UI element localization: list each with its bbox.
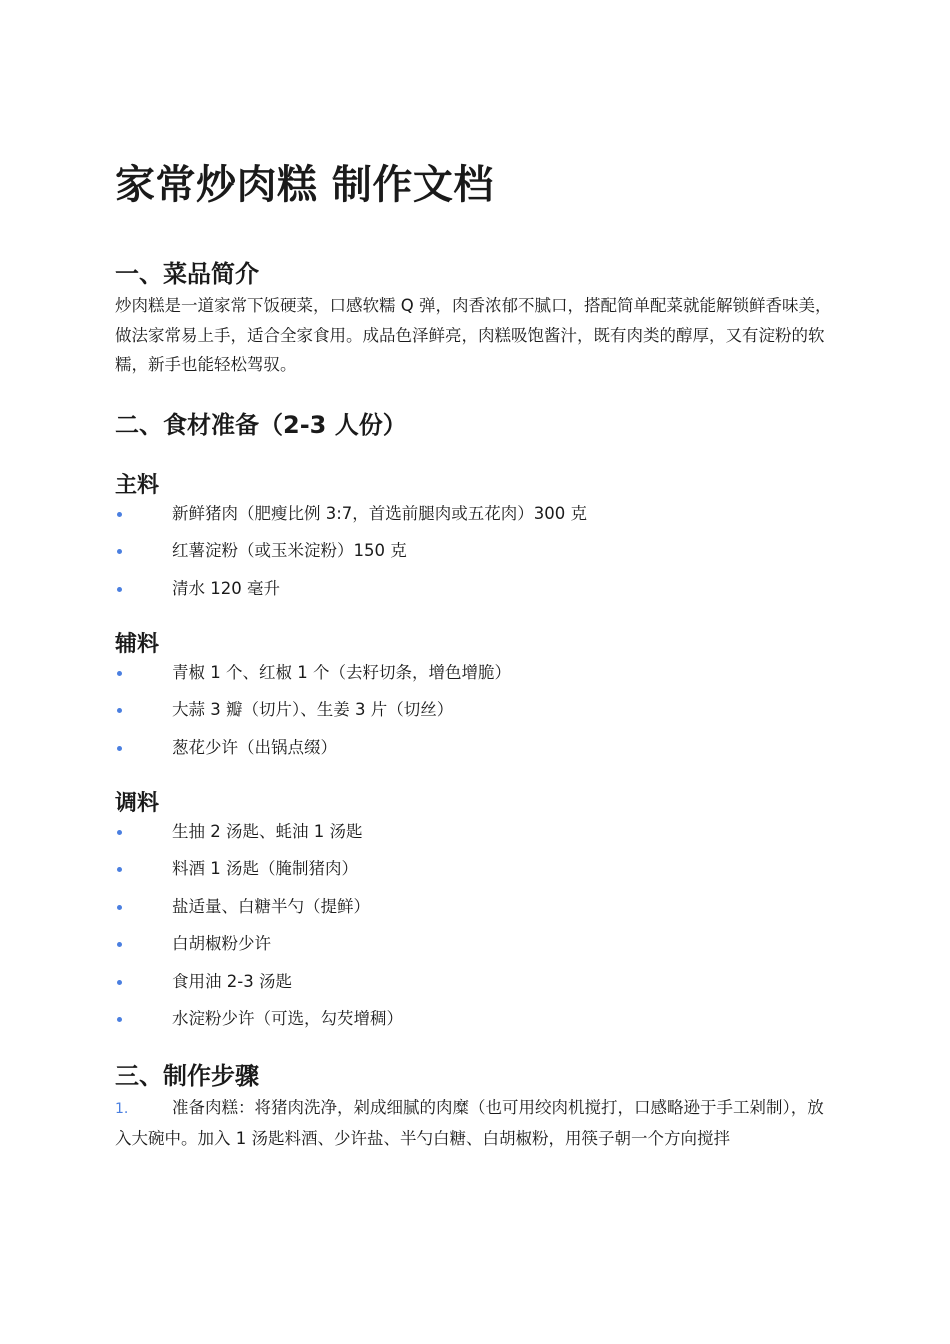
document-content	[115, 155, 837, 1153]
subsection-aux-heading: 辅料	[115, 631, 160, 657]
list-item-text: 生抽 2 汤匙、蚝油 1 汤匙	[172, 821, 363, 841]
step-item	[115, 1093, 837, 1153]
subsection-main-heading: 主料	[115, 472, 160, 498]
list-item	[115, 820, 837, 844]
aux-ingredients-list	[115, 661, 837, 760]
section-intro-heading: 一、菜品简介	[115, 260, 259, 288]
list-item-text: 红薯淀粉（或玉米淀粉）150 克	[172, 541, 407, 560]
seasoning-list	[115, 820, 837, 1032]
bullet-icon	[117, 942, 122, 947]
step-number: 1.	[115, 1101, 129, 1117]
bullet-icon	[117, 980, 122, 985]
bullet-icon	[117, 671, 122, 676]
list-item	[115, 502, 837, 526]
bullet-icon	[117, 905, 122, 910]
bullet-icon	[117, 512, 122, 517]
list-item-text: 清水 120 毫升	[172, 578, 280, 598]
document-title: 家常炒肉糕 制作文档	[115, 162, 494, 208]
list-item	[115, 932, 837, 956]
list-item	[115, 577, 837, 601]
section-steps-heading: 三、制作步骤	[115, 1062, 259, 1090]
list-item-text: 新鲜猪肉（肥瘦比例 3:7，首选前腿肉或五花肉）300 克	[172, 503, 588, 523]
subsection-seasoning-heading: 调料	[115, 790, 160, 816]
list-item	[115, 698, 837, 722]
list-item	[115, 736, 837, 760]
list-item-text: 大蒜 3 瓣（切片）、生姜 3 片（切丝）	[172, 700, 454, 719]
step-text: 准备肉糕：将猪肉洗净，剁成细腻的肉糜（也可用绞肉机搅打，口感略逊于手工剁制），放入大碗中。加入 1 汤匙料酒、少许盐、半勺白糖、白胡椒粉，用筷子朝一个方向搅拌	[115, 1098, 824, 1148]
steps-list	[115, 1093, 837, 1153]
list-item-text: 食用油 2-3 汤匙	[172, 971, 292, 991]
list-item	[115, 895, 837, 919]
section-ingredients-heading: 二、食材准备（2-3 人份）	[115, 410, 407, 439]
list-item	[115, 970, 837, 994]
list-item-text: 料酒 1 汤匙（腌制猪肉）	[172, 859, 358, 878]
bullet-icon	[117, 1017, 122, 1022]
list-item-text: 水淀粉少许（可选，勾芡增稠）	[172, 1009, 403, 1028]
list-item	[115, 1007, 837, 1031]
main-ingredients-list	[115, 502, 837, 601]
bullet-icon	[117, 867, 122, 872]
list-item	[115, 539, 837, 563]
bullet-icon	[117, 746, 122, 751]
list-item-text: 青椒 1 个、红椒 1 个（去籽切条，增色增脆）	[172, 662, 511, 682]
list-item-text: 盐适量、白糖半勺（提鲜）	[172, 896, 370, 916]
bullet-icon	[117, 549, 122, 554]
bullet-icon	[117, 708, 122, 713]
section-intro-text: 炒肉糕是一道家常下饭硬菜，口感软糯 Q 弹，肉香浓郁不腻口，搭配简单配菜就能解锁鲜香味美，做法家常易上手，适合全家食用。成品色泽鲜亮，肉糕吸饱酱汁，既有肉类的醇厚，又有淀粉的软糯，新手也能轻松驾驭。	[115, 296, 832, 374]
list-item-text: 白胡椒粉少许	[172, 934, 271, 953]
list-item-text: 葱花少许（出锅点缀）	[172, 737, 337, 757]
bullet-icon	[117, 587, 122, 592]
bullet-icon	[117, 830, 122, 835]
list-item	[115, 661, 837, 685]
list-item	[115, 857, 837, 881]
